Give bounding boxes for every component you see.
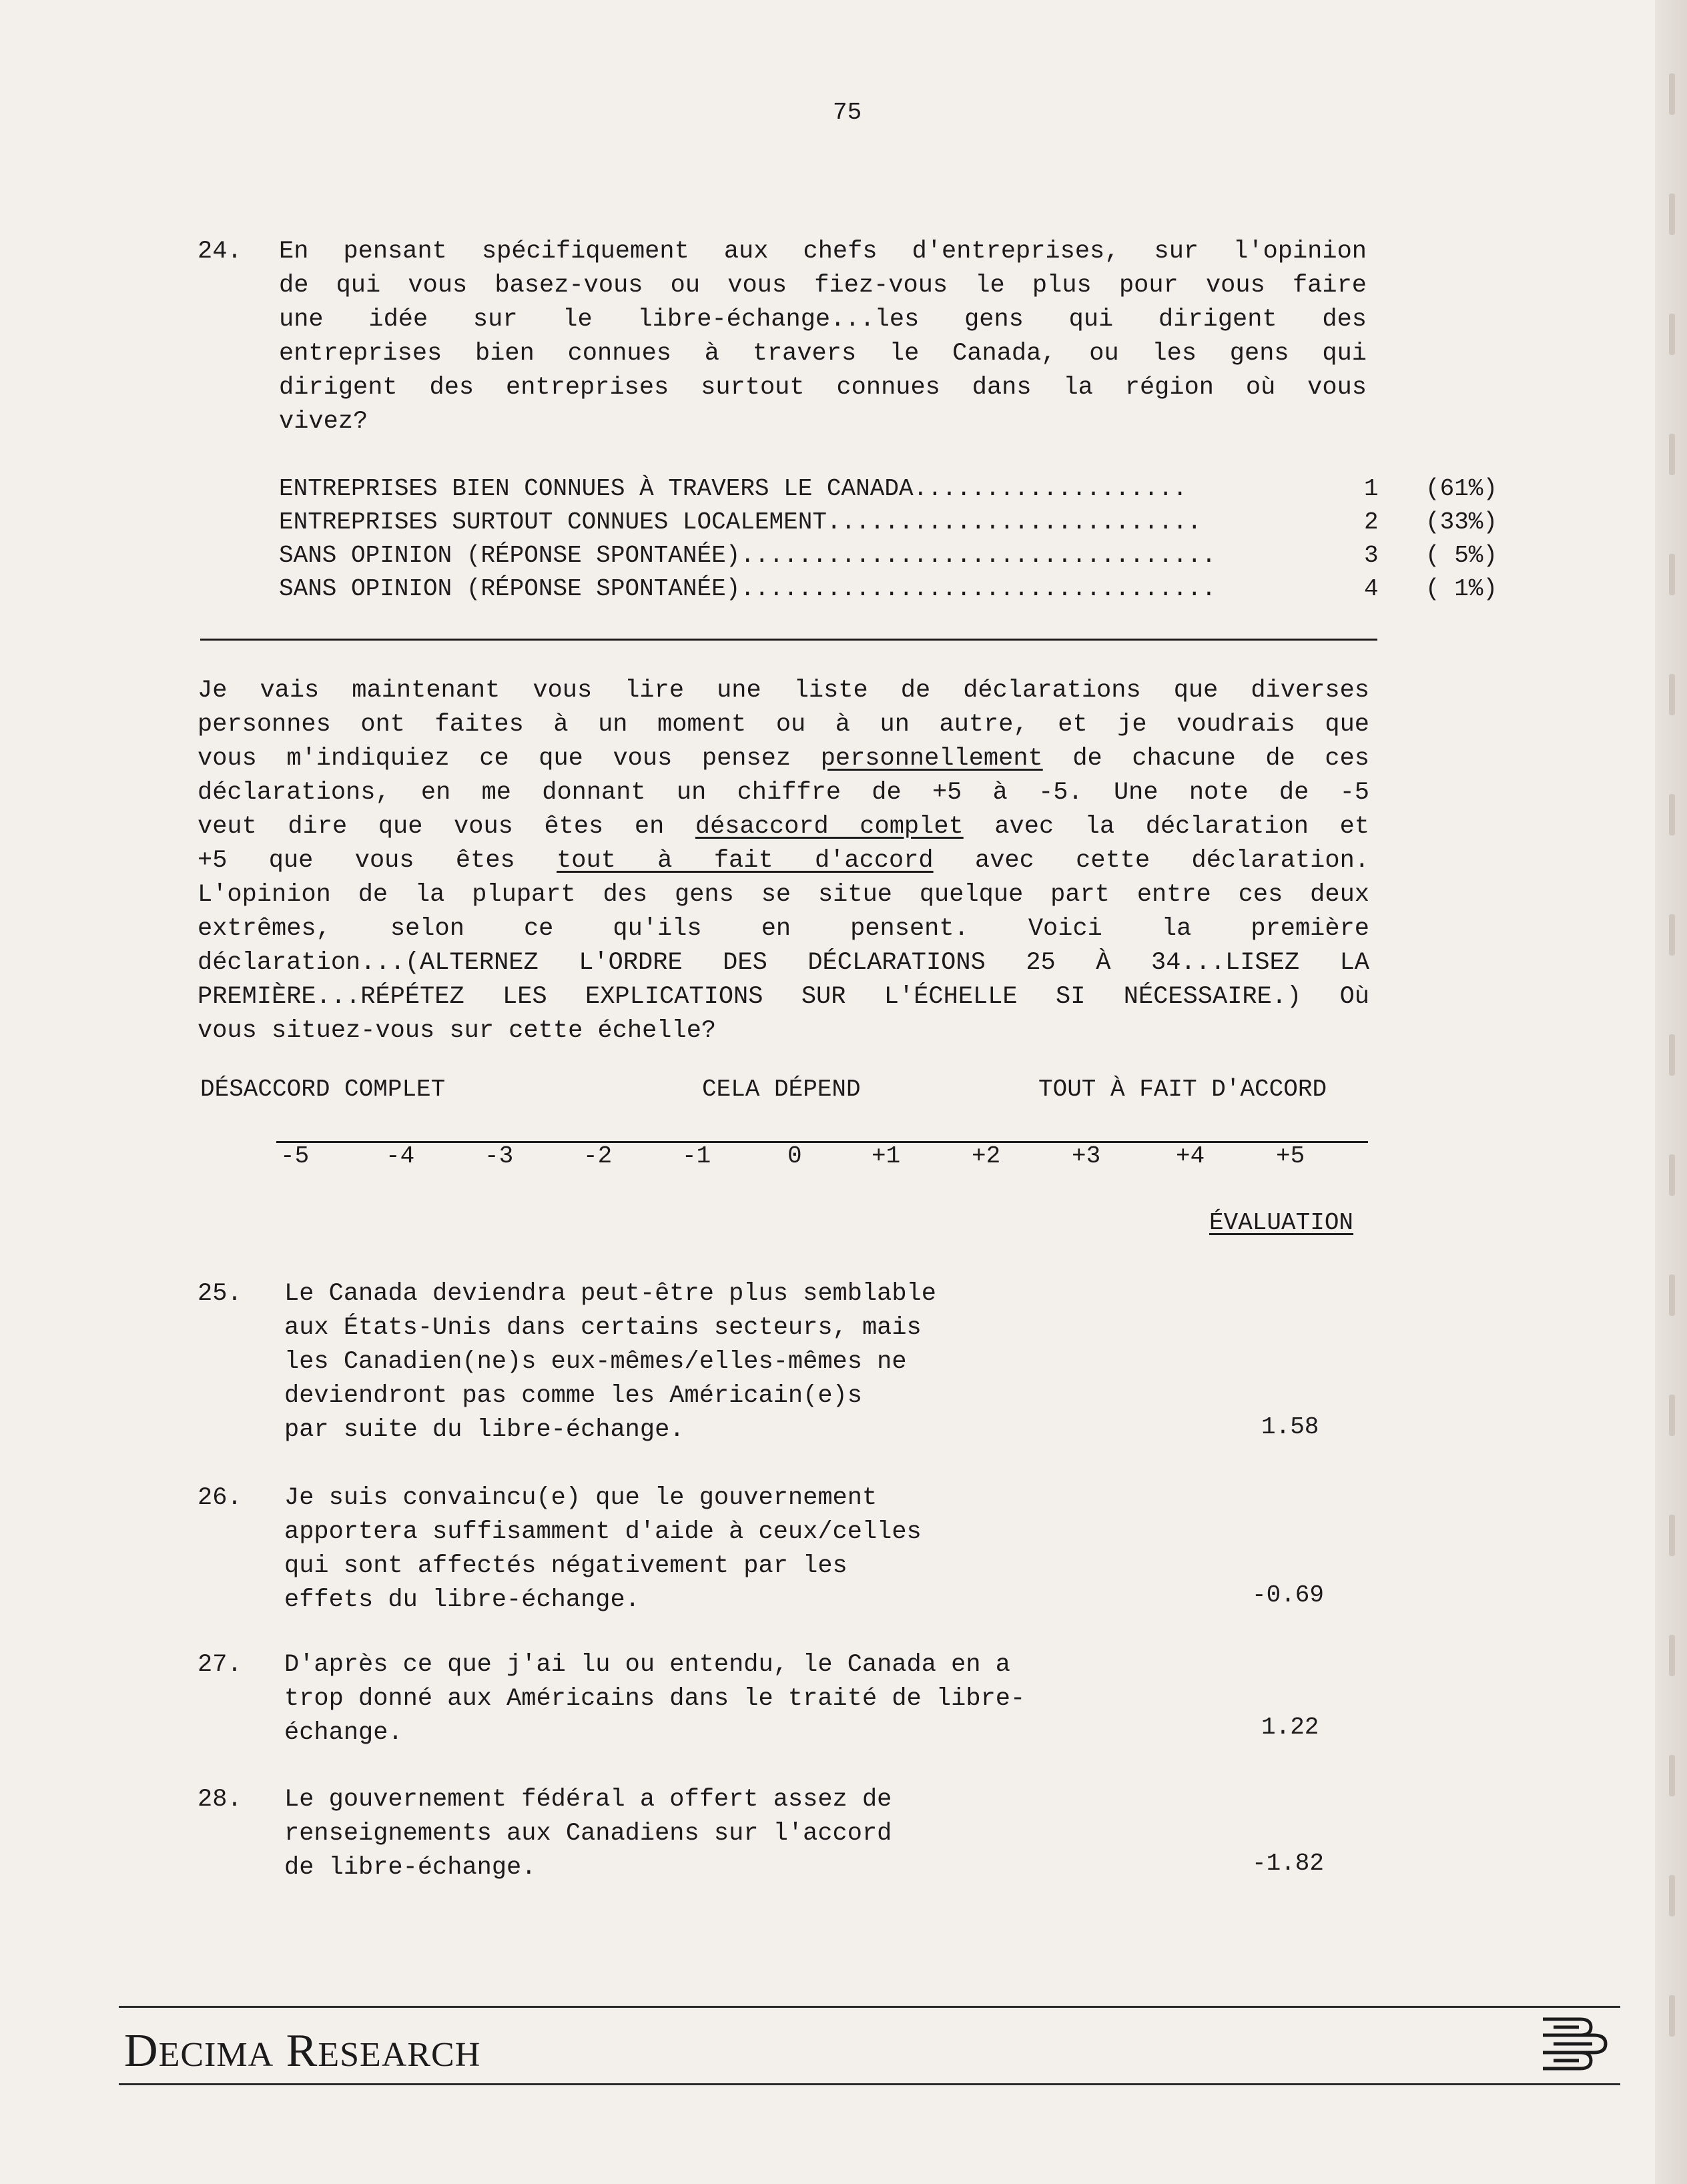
statement-text (284, 1648, 1025, 1750)
answer-option-label: SANS OPINION (RÉPONSE SPONTANÉE)................................. (279, 575, 1217, 603)
statement-text (284, 1481, 922, 1617)
answer-option-label: SANS OPINION (RÉPONSE SPONTANÉE)................................. (279, 542, 1217, 569)
answer-option-percent: ( 1%) (1425, 575, 1498, 603)
statement-line: Le gouvernement fédéral a offert assez de (284, 1786, 892, 1814)
question-line: En pensant spécifiquement aux chefs d'entreprises, sur l'opinion (279, 238, 1367, 266)
statement-line: D'après ce que j'ai lu ou entendu, le Canada en a (284, 1651, 1010, 1679)
scale-tick: +5 (1276, 1142, 1305, 1170)
scale-right-label: TOUT À FAIT D'ACCORD (1038, 1076, 1327, 1103)
answer-option-code: 1 (1364, 475, 1379, 502)
statement-number: 27. (198, 1651, 242, 1679)
binder-ring (1669, 1995, 1675, 2037)
emphasis-desaccord-complet: désaccord complet (695, 813, 964, 841)
answer-option-code: 3 (1364, 542, 1379, 569)
question-line: de qui vous basez-vous ou vous fiez-vous le plus pour vous faire (279, 272, 1367, 300)
statement-line: trop donné aux Américains dans le traité de libre- (284, 1685, 1026, 1713)
decima-logo-icon (1540, 2015, 1610, 2076)
scale-tick: -5 (280, 1142, 310, 1170)
answer-option-label: ENTREPRISES BIEN CONNUES À TRAVERS LE CANADA................... (279, 475, 1188, 502)
logo-text: ECIMA (158, 2036, 274, 2074)
scale-tick: 0 (787, 1142, 802, 1170)
statement-number: 25. (198, 1280, 242, 1308)
intro-text: avec cette déclaration. (933, 847, 1369, 875)
statement-line: apportera suffisamment d'aide à ceux/celles (284, 1518, 922, 1546)
intro-line: déclaration...(ALTERNEZ L'ORDRE DES DÉCLARATIONS 25 À 34...LISEZ LA (198, 949, 1369, 977)
statement-score: 1.22 (1261, 1714, 1319, 1741)
statement-text (284, 1277, 936, 1447)
emphasis-personnellement: personnellement (820, 745, 1043, 773)
question-line: dirigent des entreprises surtout connues dans la région où vous (279, 374, 1367, 402)
footer-rule-bottom (119, 2083, 1620, 2085)
statement-line: deviendront pas comme les Américain(e)s (284, 1382, 862, 1410)
answer-option-code: 4 (1364, 575, 1379, 603)
statement-line: aux États-Unis dans certains secteurs, mais (284, 1314, 922, 1342)
scale-tick: +2 (972, 1142, 1001, 1170)
statement-score: -1.82 (1252, 1850, 1325, 1877)
statement-number: 26. (198, 1484, 242, 1512)
scale-tick: +3 (1072, 1142, 1101, 1170)
intro-text: avec la déclaration et (963, 813, 1369, 841)
binder-ring (1669, 73, 1675, 115)
emphasis-tout-a-fait-daccord: tout à fait d'accord (557, 847, 934, 875)
intro-line (198, 844, 1369, 878)
binder-ring (1669, 914, 1675, 956)
binder-ring (1669, 1154, 1675, 1196)
question-number: 24. (198, 238, 242, 266)
statement-line: par suite du libre-échange. (284, 1416, 685, 1444)
logo-text: R (274, 2025, 318, 2077)
statement-line: qui sont affectés négativement par les (284, 1552, 848, 1580)
intro-line: Je vais maintenant vous lire une liste de déclarations que diverses (198, 677, 1369, 705)
binder-ring (1669, 1034, 1675, 1076)
intro-line: PREMIÈRE...RÉPÉTEZ LES EXPLICATIONS SUR L'ÉCHELLE SI NÉCESSAIRE.) Où (198, 983, 1369, 1011)
question-line: entreprises bien connues à travers le Canada, ou les gens qui (279, 340, 1367, 368)
binder-ring (1669, 794, 1675, 835)
binder-ring (1669, 554, 1675, 595)
intro-line: extrêmes, selon ce qu'ils en pensent. Voici la première (198, 915, 1369, 943)
intro-line: L'opinion de la plupart des gens se situe quelque part entre ces deux (198, 881, 1369, 909)
intro-text: veut dire que vous êtes en (198, 813, 695, 841)
scale-middle-label: CELA DÉPEND (702, 1076, 861, 1103)
binder-ring (1669, 1275, 1675, 1316)
logo-text: ESEARCH (318, 2036, 481, 2074)
answer-option-label: ENTREPRISES SURTOUT CONNUES LOCALEMENT.......................... (279, 508, 1202, 536)
binder-ring (1669, 314, 1675, 355)
intro-paragraph (198, 674, 1369, 1048)
binder-ring (1669, 674, 1675, 715)
intro-line: personnes ont faites à un moment ou à un autre, et je voudrais que (198, 711, 1369, 739)
intro-line (198, 810, 1369, 844)
scale-tick: -3 (484, 1142, 514, 1170)
statement-line: Je suis convaincu(e) que le gouvernement (284, 1484, 878, 1512)
answer-option-code: 2 (1364, 508, 1379, 536)
scale-tick: +4 (1176, 1142, 1205, 1170)
scale-left-label: DÉSACCORD COMPLET (200, 1076, 446, 1103)
statement-line: échange. (284, 1719, 403, 1747)
statement-score: -0.69 (1252, 1581, 1325, 1609)
question-line: vivez? (279, 408, 368, 436)
footer-rule-top (119, 2006, 1620, 2008)
binder-ring (1669, 194, 1675, 235)
answer-option-percent: (61%) (1425, 475, 1498, 502)
page-number: 75 (833, 99, 862, 126)
statement-line: Le Canada deviendra peut-être plus semblable (284, 1280, 936, 1308)
intro-text: de chacune de ces (1042, 745, 1369, 773)
binder-ring (1669, 1755, 1675, 1796)
scale-tick: -1 (682, 1142, 711, 1170)
section-divider (200, 639, 1377, 641)
scale-tick: +1 (872, 1142, 901, 1170)
question-line: une idée sur le libre-échange...les gens qui dirigent des (279, 306, 1367, 334)
statement-score: 1.58 (1261, 1413, 1319, 1441)
scale-tick: -2 (583, 1142, 613, 1170)
intro-line: vous situez-vous sur cette échelle? (198, 1017, 717, 1045)
statement-line: effets du libre-échange. (284, 1586, 640, 1614)
statement-line: renseignements aux Canadiens sur l'accord (284, 1820, 892, 1848)
binder-ring (1669, 1635, 1675, 1676)
statement-text (284, 1783, 892, 1885)
intro-text: +5 que vous êtes (198, 847, 557, 875)
evaluation-header: ÉVALUATION (1209, 1209, 1354, 1236)
scale-tick: -4 (386, 1142, 415, 1170)
logo-text: D (124, 2025, 159, 2077)
binder-ring (1669, 1515, 1675, 1556)
binder-ring (1669, 1395, 1675, 1436)
intro-line (198, 742, 1369, 776)
statement-line: de libre-échange. (284, 1854, 537, 1882)
answer-option-percent: ( 5%) (1425, 542, 1498, 569)
binder-ring (1669, 434, 1675, 475)
answer-option-percent: (33%) (1425, 508, 1498, 536)
binder-ring (1669, 1875, 1675, 1916)
intro-text: vous m'indiquiez ce que vous pensez (198, 745, 821, 773)
question-text (279, 235, 1367, 439)
statement-number: 28. (198, 1786, 242, 1814)
statement-line: les Canadien(ne)s eux-mêmes/elles-mêmes ne (284, 1348, 907, 1376)
intro-line: déclarations, en me donnant un chiffre de +5 à -5. Une note de -5 (198, 779, 1369, 807)
decima-research-logo (124, 2025, 480, 2078)
